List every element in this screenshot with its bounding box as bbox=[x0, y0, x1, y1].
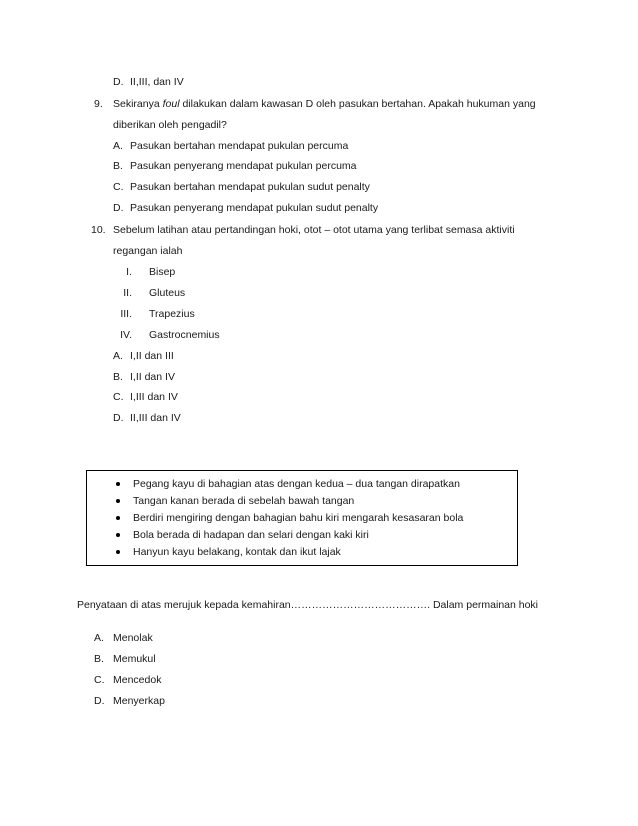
option-text: I,III dan IV bbox=[130, 391, 178, 403]
question-10-line-2: regangan ialah bbox=[113, 245, 183, 257]
option-label: D. bbox=[94, 695, 105, 707]
muscle-item: Bisep bbox=[149, 266, 176, 278]
question-9-line-2: diberikan oleh pengadil? bbox=[113, 119, 227, 131]
bullet-text: Tangan kanan berada di sebelah bawah tangan bbox=[133, 495, 355, 507]
option-text: Menolak bbox=[113, 632, 153, 644]
bullet-item bbox=[87, 511, 517, 525]
option-label: A. bbox=[94, 632, 104, 644]
option-label: A. bbox=[113, 350, 123, 362]
bullet-text: Bola berada di hadapan dan selari dengan kaki kiri bbox=[133, 529, 369, 541]
question-9-line-1: Sekiranya foul dilakukan dalam kawasan D oleh pasukan bertahan. Apakah hukuman yang bbox=[113, 98, 536, 110]
bullet-text: Berdiri mengiring dengan bahagian bahu kiri mengarah kesasaran bola bbox=[133, 512, 464, 524]
option-text: II,III dan IV bbox=[130, 412, 181, 424]
option-label: D. bbox=[113, 202, 124, 214]
option-text: Pasukan penyerang mendapat pukulan percuma bbox=[130, 160, 357, 172]
muscle-item: Gluteus bbox=[149, 287, 186, 299]
option-label: C. bbox=[113, 181, 124, 193]
roman-numeral: II. bbox=[123, 287, 132, 299]
option-label: B. bbox=[113, 371, 123, 383]
bullet-item bbox=[87, 545, 517, 559]
bullet-icon bbox=[116, 499, 120, 503]
option-text: Pasukan bertahan mendapat pukulan percuma bbox=[130, 140, 349, 152]
option-text: I,II dan III bbox=[130, 350, 174, 362]
option-label: C. bbox=[113, 391, 124, 403]
muscle-item: Trapezius bbox=[149, 308, 195, 320]
question-9-number: 9. bbox=[94, 98, 103, 110]
roman-numeral: I. bbox=[126, 266, 132, 278]
question-10-line-1: Sebelum latihan atau pertandingan hoki, otot – otot utama yang terlibat semasa aktiviti bbox=[113, 224, 515, 236]
roman-numeral: IV. bbox=[120, 329, 132, 341]
bullet-item bbox=[87, 477, 517, 491]
option-text: Memukul bbox=[113, 653, 156, 665]
option-label: C. bbox=[94, 674, 105, 686]
bullet-text: Hanyun kayu belakang, kontak dan ikut lajak bbox=[133, 546, 341, 558]
option-label: B. bbox=[94, 653, 104, 665]
muscle-item: Gastrocnemius bbox=[149, 329, 220, 341]
bullet-icon bbox=[116, 482, 120, 486]
option-text: II,III, dan IV bbox=[130, 76, 184, 88]
option-text: Pasukan bertahan mendapat pukulan sudut penalty bbox=[130, 181, 370, 193]
bullet-icon bbox=[116, 533, 120, 537]
question-11-statement: Penyataan di atas merujuk kepada kemahiran…………………………………. Dalam permainan hoki bbox=[77, 599, 539, 611]
option-label: D. bbox=[113, 76, 124, 88]
option-label: B. bbox=[113, 160, 123, 172]
bullet-item bbox=[87, 528, 517, 542]
bullet-item bbox=[87, 494, 517, 508]
option-text: Mencedok bbox=[113, 674, 162, 686]
question-10-number: 10. bbox=[91, 224, 106, 236]
option-label: A. bbox=[113, 140, 123, 152]
option-label: D. bbox=[113, 412, 124, 424]
bullet-text: Pegang kayu di bahagian atas dengan kedua – dua tangan dirapatkan bbox=[133, 478, 460, 490]
option-text: Pasukan penyerang mendapat pukulan sudut penalty bbox=[130, 202, 379, 214]
instruction-box bbox=[86, 470, 518, 566]
option-text: Menyerkap bbox=[113, 695, 165, 707]
bullet-icon bbox=[116, 516, 120, 520]
bullet-icon bbox=[116, 550, 120, 554]
option-text: I,II dan IV bbox=[130, 371, 175, 383]
roman-numeral: III. bbox=[120, 308, 132, 320]
